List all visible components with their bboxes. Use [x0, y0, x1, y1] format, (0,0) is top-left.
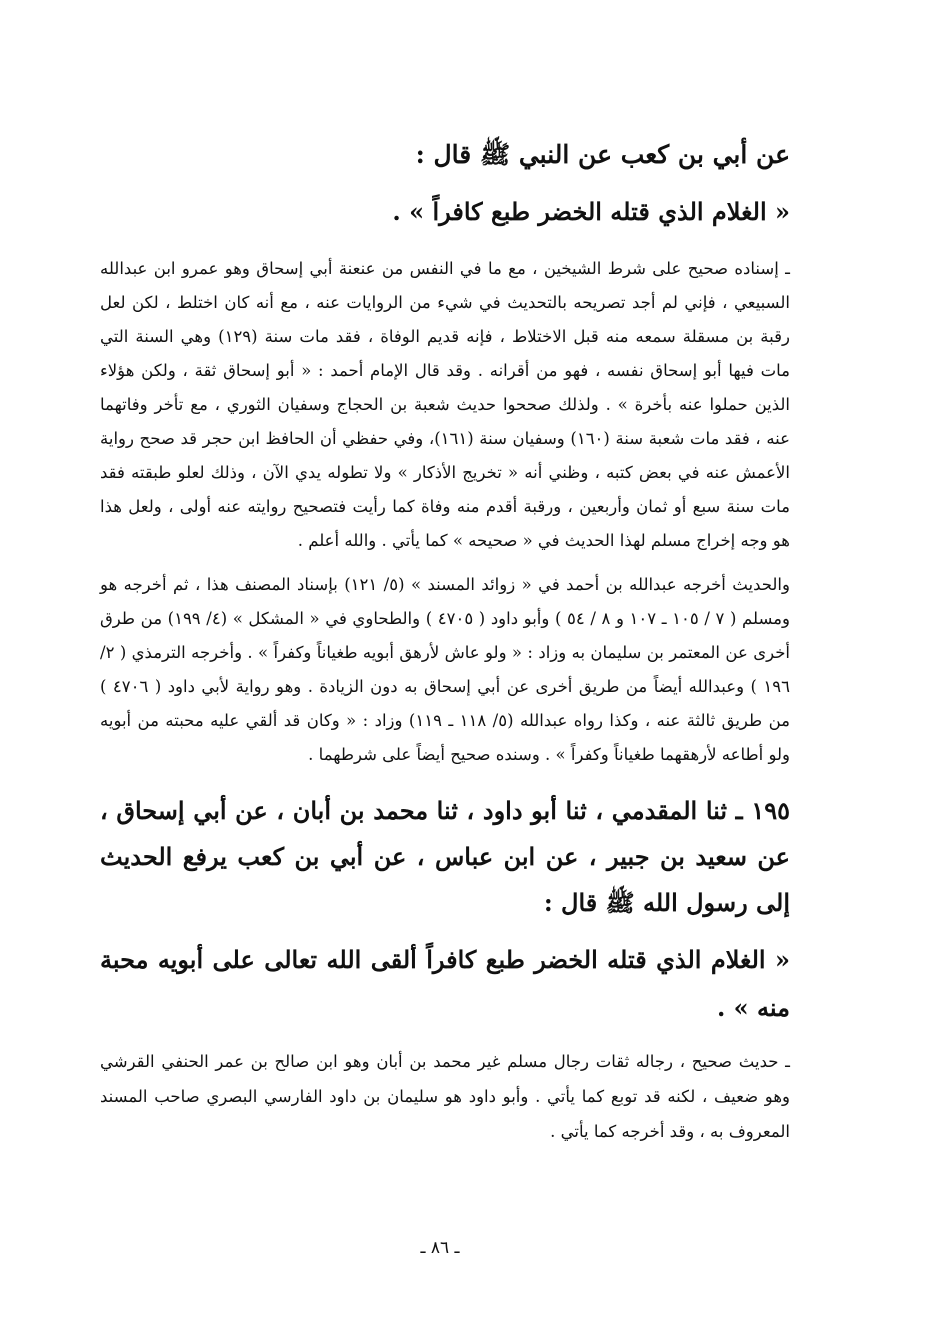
hadith-195-matn: « الغلام الذي قتله الخضر طبع كافراً ألقى الله تعالى على أبويه محبة منه » . — [100, 945, 790, 1022]
page-number: ـ ٨٦ ـ — [420, 1238, 460, 1258]
commentary-hadith-195: ـ حديث صحيح ، رجاله ثقات رجال مسلم غير محمد بن أبان وهو ابن صالح بن عمر الحنفي القرشي وهو ضعيف ، لكنه قد توبع كما يأتي . وأبو داود هو سليمان بن داود الفارسي البصري صاحب المسند المعروف به ، وقد أخرجه كما يأتي . — [100, 1052, 790, 1141]
hadith-matn: « الغلام الذي قتله الخضر طبع كافراً » . — [392, 197, 790, 226]
hadith-chain-line: عن أبي بن كعب عن النبي ﷺ قال : — [415, 140, 790, 169]
page-body — [100, 128, 790, 1149]
commentary-isnad: ـ إسناده صحيح على شرط الشيخين ، مع ما في النفس من عنعنة أبي إسحاق وهو عمرو ابن عبدالله السبيعي ، فإني لم أجد تصريحه بالتحديث في شيء من الروايات عنه ، مع أنه كان اختلط ، لكن لعل رقبة بن مسقلة سمعه منه قبل الاختلاط ، فإنه قديم الوفاة ، فقد مات سنة (١٢٩) وهي السنة التي مات فيها أبو إسحاق نفسه ، فهو من أقرانه . وقد قال الإمام أحمد : « أبو إسحاق ثقة ، ولكن هؤلاء الذين حملوا عنه بأخرة » . ولذلك صححوا حديث شعبة بن الحجاج وسفيان الثوري ، مع تأخر وفاتهما عنه ، فقد مات شعبة سنة (١٦٠) وسفيان سنة (١٦١)، وفي حفظي أن الحافظ ابن حجر قد صحح رواية الأعمش عنه في بعض كتبه ، وظني أنه « تخريج الأذكار » ولا تطوله يدي الآن ، وذلك لعلو طبقته فقد مات سنة سبع أو ثمان وأربعين ، ورقبة أقدم منه وفاة كما رأيت فتصحيح روايته عنه أولى ، ولعل هذا هو وجه إخراج مسلم لهذا الحديث في « صحيحه » كما يأتي . والله أعلم . — [100, 259, 790, 550]
hadith-195-chain: ١٩٥ ـ ثنا المقدمي ، ثنا أبو داود ، ثنا محمد بن أبان ، عن أبي إسحاق ، عن سعيد بن جبير ، عن ابن عباس ، عن أبي بن كعب يرفع الحديث إلى رسول الله ﷺ قال : — [100, 796, 791, 917]
commentary-takhrij: والحديث أخرجه عبدالله بن أحمد في « زوائد المسند » (٥/ ١٢١) بإسناد المصنف هذا ، ثم أخرجه هو ومسلم ( ٧ / ١٠٥ ـ ١٠٧ و ٨ / ٥٤ ) وأبو داود ( ٤٧٠٥ ) والطحاوي في « المشكل » (٤/ ١٩٩) من طرق أخرى عن المعتمر بن سليمان به وزاد : « ولو عاش لأرهق أبويه طغياناً وكفراً » . وأخرجه الترمذي ( ٢/ ١٩٦ ) وعبدالله أيضاً من طريق أخرى عن أبي إسحاق به دون الزيادة . وهو رواية لأبي داود ( ٤٧٠٦ ) من طريق ثالثة عنه ، وكذا رواه عبدالله (٥/ ١١٨ ـ ١١٩) وزاد : « وكان قد ألقي عليه محبته من أبويه ولو أطاعه لأرهقهما طغياناً وكفراً » . وسنده صحيح أيضاً على شرطهما . — [100, 575, 791, 764]
